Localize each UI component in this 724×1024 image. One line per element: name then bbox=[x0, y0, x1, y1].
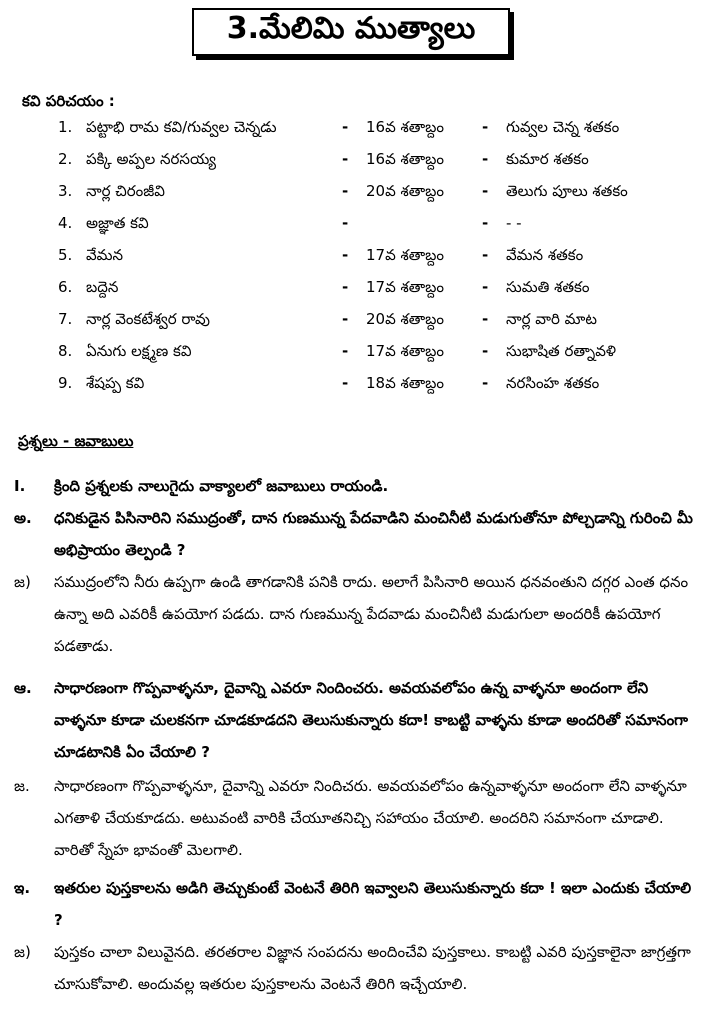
poet-name: అజ్ఞాత కవి bbox=[86, 214, 149, 232]
question-text: ధనికుడైన పిసినారిని సముద్రంతో, దాన గుణమున్న పేదవాడిని మంచినీటి మడుగుతోనూ పోల్చడాన్ని గురించి మీ అభిప్రాయం తెల్పండి ? bbox=[54, 509, 693, 559]
separator-dash: - bbox=[482, 342, 489, 360]
poet-name: బద్దెన bbox=[86, 278, 119, 296]
separator-dash: - bbox=[482, 118, 489, 136]
answer-mark: జ. bbox=[14, 777, 30, 795]
poet-name: వేమన bbox=[86, 246, 124, 264]
instruction-mark: I. bbox=[14, 477, 26, 495]
separator-dash: - bbox=[342, 310, 349, 328]
poet-number: 1. bbox=[58, 118, 73, 136]
poet-number: 5. bbox=[58, 246, 73, 264]
poet-row bbox=[0, 310, 724, 342]
poet-century: 20వ శతాబ్దం bbox=[366, 310, 445, 328]
poet-row bbox=[0, 342, 724, 374]
poet-book: నార్ల వారి మాట bbox=[506, 310, 597, 328]
separator-dash: - bbox=[482, 246, 489, 264]
poet-century: 17వ శతాబ్దం bbox=[366, 278, 445, 296]
poet-book: సుమతి శతకం bbox=[506, 278, 590, 296]
poet-row bbox=[0, 150, 724, 182]
poet-century: 17వ శతాబ్దం bbox=[366, 342, 445, 360]
separator-dash: - bbox=[342, 374, 349, 392]
poet-row bbox=[0, 118, 724, 150]
answer-text: పుస్తకం చాలా విలువైనది. తరతరాల విజ్ఞాన సంపదను అందించేవి పుస్తకాలు. కాబట్టి ఎవరి పుస్తకాలైనా జాగ్రత్తగా చూసుకోవాలి. అందువల్ల ఇతరుల పుస్తకాలను వెంటనే తిరిగి ఇచ్చేయాలి. bbox=[54, 943, 691, 993]
separator-dash: - bbox=[342, 278, 349, 296]
poet-number: 3. bbox=[58, 182, 73, 200]
separator-dash: - bbox=[482, 150, 489, 168]
question-text: సాధారణంగా గొప్పవాళ్ళనూ, దైవాన్ని ఎవరూ నిందించరు. అవయవలోపం ఉన్న వాళ్ళనూ అందంగా లేని వాళ్ళనూ కూడా చులకనగా చూడకూడదని తెలుసుకున్నారు కదా! కాబట్టి వాళ్ళను కూడా అందరితో సమానంగా చూడటానికి ఏం చేయాలి ? bbox=[54, 679, 688, 761]
poet-number: 4. bbox=[58, 214, 73, 232]
separator-dash: - bbox=[342, 118, 349, 136]
poet-book: తెలుగు పూలు శతకం bbox=[506, 182, 628, 200]
poet-number: 8. bbox=[58, 342, 73, 360]
separator-dash: - bbox=[482, 374, 489, 392]
separator-dash: - bbox=[482, 278, 489, 296]
poet-century: 17వ శతాబ్దం bbox=[366, 246, 445, 264]
poet-book: గువ్వల చెన్న శతకం bbox=[506, 118, 620, 136]
separator-dash: - bbox=[342, 342, 349, 360]
poet-name: ఏనుగు లక్ష్మణ కవి bbox=[86, 342, 192, 360]
poet-book: సుభాషిత రత్నావళి bbox=[506, 342, 617, 360]
poet-book: నరసింహ శతకం bbox=[506, 374, 600, 392]
poet-row bbox=[0, 214, 724, 246]
poet-name: పక్కి అప్పల నరసయ్య bbox=[86, 150, 216, 168]
poet-list bbox=[0, 118, 724, 406]
poet-intro-heading: కవి పరిచయం : bbox=[22, 92, 115, 110]
poet-row bbox=[0, 278, 724, 310]
poet-century: 16వ శతాబ్దం bbox=[366, 150, 445, 168]
poet-name: నార్ల చిరంజీవి bbox=[86, 182, 165, 200]
poet-name: శేషప్ప కవి bbox=[86, 374, 145, 392]
poet-century: 20వ శతాబ్దం bbox=[366, 182, 445, 200]
answer-mark: జ) bbox=[14, 573, 31, 591]
answer-mark: జ) bbox=[14, 943, 31, 961]
poet-row bbox=[0, 374, 724, 406]
poet-century: 16వ శతాబ్దం bbox=[366, 118, 445, 136]
poet-number: 2. bbox=[58, 150, 73, 168]
instruction-text: క్రింది ప్రశ్నలకు నాలుగైదు వాక్యాలలో జవాబులు రాయండి. bbox=[54, 477, 389, 495]
poet-book: - - bbox=[506, 214, 522, 232]
separator-dash: - bbox=[342, 214, 349, 232]
poet-book: వేమన శతకం bbox=[506, 246, 584, 264]
separator-dash: - bbox=[342, 150, 349, 168]
separator-dash: - bbox=[482, 182, 489, 200]
question-text: ఇతరుల పుస్తకాలను అడిగి తెచ్చుకుంటే వెంటనే తిరిగి ఇవ్వాలని తెలుసుకున్నారు కదా ! ఇలా ఎందుకు చేయాలి ? bbox=[54, 879, 692, 929]
separator-dash: - bbox=[482, 310, 489, 328]
poet-book: కుమార శతకం bbox=[506, 150, 589, 168]
question-mark: ఆ. bbox=[14, 679, 32, 697]
qa-heading: ప్రశ్నలు - జవాబులు bbox=[18, 432, 134, 450]
poet-number: 9. bbox=[58, 374, 73, 392]
page-title: 3.మేలిమి ముత్యాలు bbox=[192, 8, 510, 56]
answer-text: సముద్రంలోని నీరు ఉప్పగా ఉండి తాగడానికి పనికి రాదు. అలాగే పిసినారి అయిన ధనవంతుని దగ్గర ఎంత ధనం ఉన్నా అది ఎవరికీ ఉపయోగ పడదు. దాన గుణమున్న పేదవాడు మంచినీటి మడుగులా అందరికీ ఉపయోగ పడతాడు. bbox=[54, 573, 689, 655]
poet-row bbox=[0, 182, 724, 214]
question-mark: అ. bbox=[14, 509, 32, 527]
poet-name: పట్టాభి రామ కవి/గువ్వల చెన్నడు bbox=[86, 118, 277, 136]
poet-row bbox=[0, 246, 724, 278]
poet-number: 6. bbox=[58, 278, 73, 296]
answer-text: సాధారణంగా గొప్పవాళ్ళనూ, దైవాన్ని ఎవరూ నిందిచరు. అవయవలోపం ఉన్నవాళ్ళనూ అందంగా లేని వాళ్ళనూ ఎగతాళి చేయకూడదు. అటువంటి వారికి చేయూతనిచ్చి సహాయం చేయాలి. అందరిని సమానంగా చూడాలి. వారితో స్నేహ భావంతో మెలగాలి. bbox=[54, 777, 687, 859]
separator-dash: - bbox=[342, 246, 349, 264]
question-mark: ఇ. bbox=[14, 879, 31, 897]
poet-name: నార్ల వెంకటేశ్వర రావు bbox=[86, 310, 210, 328]
poet-number: 7. bbox=[58, 310, 73, 328]
separator-dash: - bbox=[342, 182, 349, 200]
poet-century: 18వ శతాబ్దం bbox=[366, 374, 445, 392]
separator-dash: - bbox=[482, 214, 489, 232]
